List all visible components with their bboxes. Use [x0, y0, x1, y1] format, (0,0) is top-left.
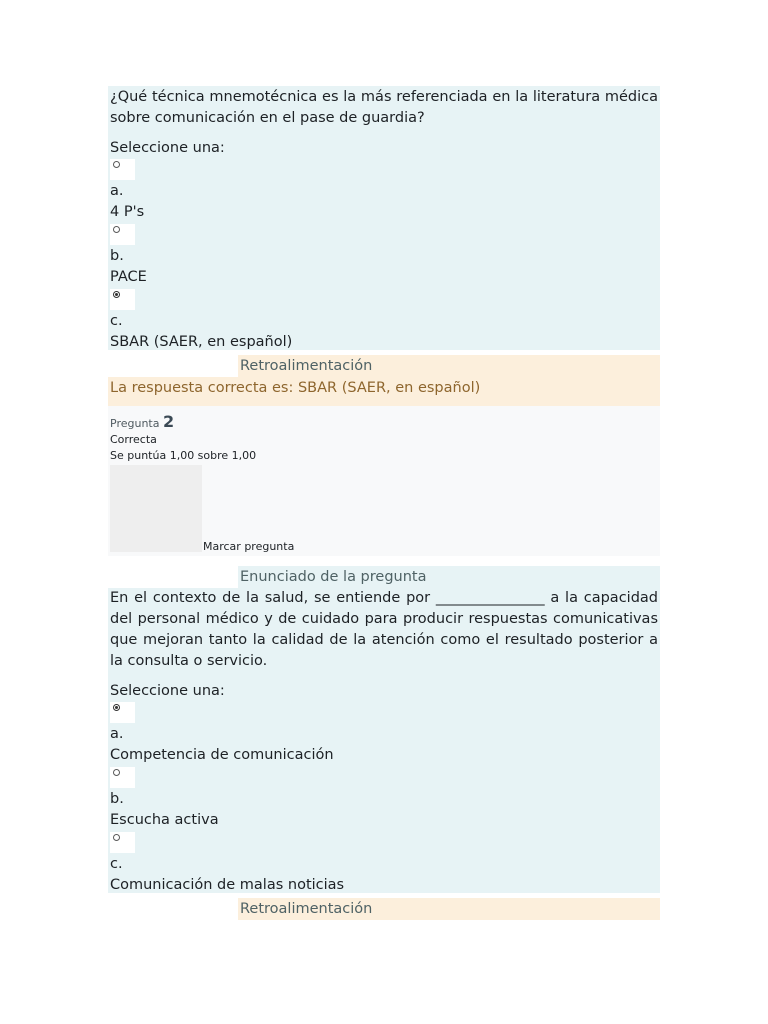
feedback-header: Retroalimentación [238, 355, 660, 377]
question-state: Correcta [110, 433, 157, 446]
radio-icon [113, 769, 120, 776]
radio-a[interactable] [110, 702, 135, 723]
radio-checked-icon [113, 704, 120, 711]
question-1-text: ¿Qué técnica mnemotécnica es la más referenciada en la literatura médica sobre comunicación en el pase de guardia? [110, 89, 658, 126]
radio-checked-icon [113, 291, 120, 298]
radio-a[interactable] [110, 159, 135, 180]
option-text: PACE [110, 269, 147, 285]
option-letter: c. [110, 856, 123, 872]
option-letter: b. [110, 791, 124, 807]
radio-c[interactable] [110, 832, 135, 853]
option-text: 4 P's [110, 204, 145, 220]
answer-option-c[interactable] [110, 289, 658, 353]
feedback-correct-answer: La respuesta correcta es: SBAR (SAER, en español) [108, 377, 660, 407]
answer-option-b[interactable] [110, 224, 658, 288]
question-number-value: 2 [162, 412, 175, 431]
radio-icon [113, 161, 120, 168]
question-statement-header: Enunciado de la pregunta [238, 566, 660, 588]
radio-icon [113, 226, 120, 233]
question-grade: Se puntúa 1,00 sobre 1,00 [110, 449, 257, 462]
radio-icon [113, 834, 120, 841]
option-text: SBAR (SAER, en español) [110, 334, 293, 350]
option-letter: c. [110, 313, 123, 329]
question-2-info [108, 406, 660, 556]
option-letter: a. [110, 183, 124, 199]
question-2-block [108, 588, 660, 893]
answer-option-a[interactable] [110, 702, 658, 766]
flag-icon[interactable] [110, 465, 202, 552]
answer-option-a[interactable] [110, 159, 658, 223]
answer-option-c[interactable] [110, 832, 658, 896]
option-text: Escucha activa [110, 812, 219, 828]
option-text: Comunicación de malas noticias [110, 877, 345, 893]
option-letter: b. [110, 248, 124, 264]
flag-question-link[interactable]: Marcar pregunta [203, 540, 295, 553]
question-2-text: En el contexto de la salud, se entiende por _______________ a la capacidad del personal médico y de cuidado para producir respuestas comunicativas que mejoran tanto la calidad de la atención como el resultado posterior a la consulta o servicio. [110, 590, 658, 669]
question-number [110, 412, 174, 431]
radio-b[interactable] [110, 224, 135, 245]
question-1-block [108, 86, 660, 350]
option-text: Competencia de comunicación [110, 747, 334, 763]
question-1-prompt: Seleccione una: [110, 140, 225, 156]
radio-b[interactable] [110, 767, 135, 788]
answer-option-b[interactable] [110, 767, 658, 831]
option-letter: a. [110, 726, 124, 742]
question-label: Pregunta [110, 417, 160, 430]
feedback-header: Retroalimentación [238, 898, 660, 920]
question-2-prompt: Seleccione una: [110, 683, 225, 699]
radio-c[interactable] [110, 289, 135, 310]
